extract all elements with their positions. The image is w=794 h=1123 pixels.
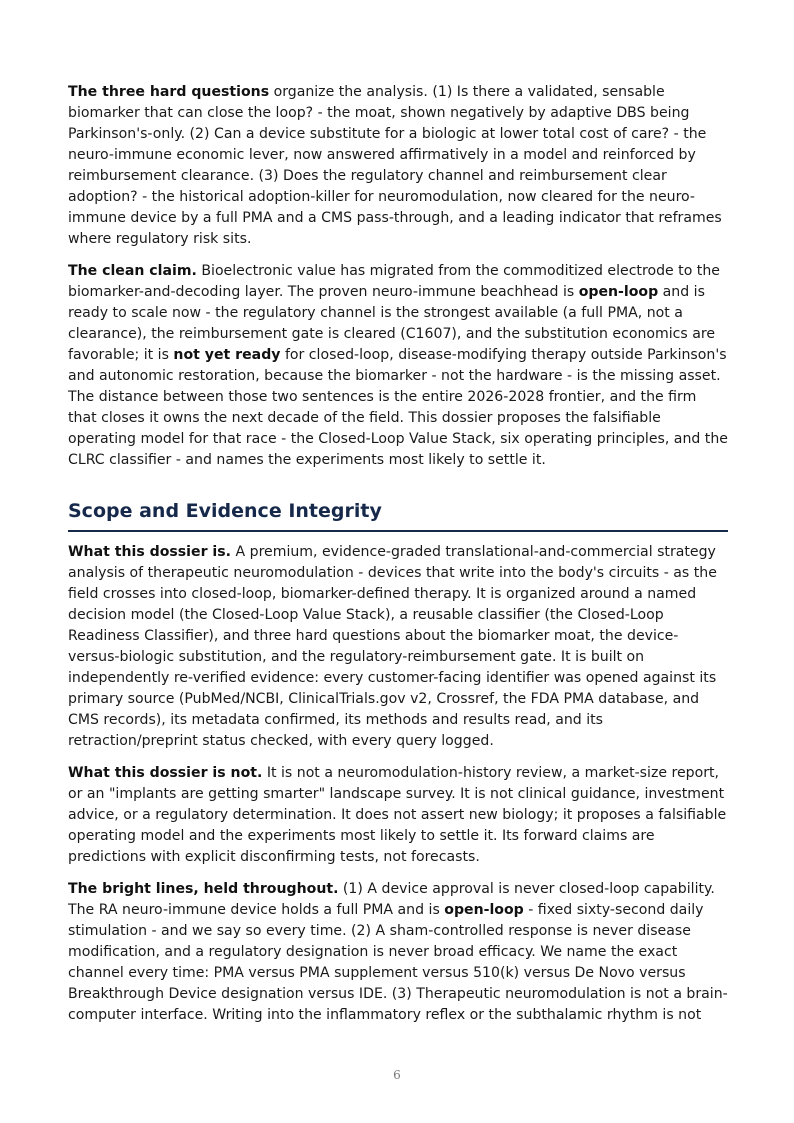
paragraph-text: (1) A device approval is never closed-loop capability. The RA neuro-immune device holds a full PMA and is: [68, 881, 715, 918]
paragraph-text: - fixed sixty-second daily stimulation - and we say so every time. (2) A sham-controlled response is never disease modification, and a regulatory designation is never broad efficacy. We name the exact channel every time: PMA versus PMA supplement versus 510(k) versus De Novo versus Breakthrough Device designation versus IDE. (3) Therapeutic neuromodulation is not a brain-computer interface. Writing into the inflammatory reflex or the subthalamic rhythm is not: [68, 902, 728, 1023]
paragraph-bright-lines: [68, 879, 728, 1026]
paragraph-clean-claim: [68, 261, 728, 471]
emphasis-open-loop: open-loop: [444, 902, 524, 918]
page-number: 6: [393, 1068, 401, 1082]
paragraph-text: Bioelectronic value has migrated from the commoditized electrode to the biomarker-and-decoding layer. The proven neuro-immune beachhead is: [68, 263, 720, 300]
paragraph-lead: What this dossier is.: [68, 544, 232, 560]
paragraph-three-hard-questions: [68, 82, 728, 250]
emphasis-open-loop: open-loop: [578, 284, 659, 300]
paragraph-what-dossier-is-not: [68, 763, 728, 868]
paragraph-text: It is not a neuromodulation-history review, a market-size report, or an "implants are getting smarter" landscape survey. It is not clinical guidance, investment advice, or a regulatory determination. It does not assert new biology; it proposes a falsifiable operating model and the experiments most likely to settle it. Its forward claims are predictions with explicit disconfirming tests, not forecasts.: [68, 765, 727, 865]
page-body: [68, 82, 728, 1037]
emphasis-not-yet-ready: not yet ready: [173, 347, 281, 363]
paragraph-text: A premium, evidence-graded translational-and-commercial strategy analysis of therapeutic neuromodulation - devices that write into the body's circuits - as the field crosses into closed-loop, biomarker-defined therapy. It is organized around a named decision model (the Closed-Loop Value Stack), a reusable classifier (the Closed-Loop Readiness Classifier), and three hard questions about the biomarker moat, the device-versus-biologic substitution, and the regulatory-reimbursement gate. It is built on independently re-verified evidence: every customer-facing identifier was opened against its primary source (PubMed/NCBI, ClinicalTrials.gov v2, Crossref, the FDA PMA database, and CMS records), its metadata confirmed, its methods and results read, and its retraction/preprint status checked, with every query logged.: [68, 544, 717, 749]
paragraph-lead: What this dossier is not.: [68, 765, 263, 781]
paragraph-what-dossier-is: [68, 542, 728, 752]
paragraph-text: for closed-loop, disease-modifying therapy outside Parkinson's and autonomic restoration, because the biomarker - not the hardware - is the missing asset. The distance between those two sentences is the entire 2026-2028 frontier, and the firm that closes it owns the next decade of the field. This dossier proposes the falsifiable operating model for that race - the Closed-Loop Value Stack, six operating principles, and the CLRC classifier - and names the experiments most likely to settle it.: [68, 347, 728, 468]
paragraph-lead: The clean claim.: [68, 263, 197, 279]
paragraph-lead: The three hard questions: [68, 84, 270, 100]
section-heading-scope: Scope and Evidence Integrity: [68, 497, 728, 532]
paragraph-text: and is ready to scale now - the regulatory channel is the strongest available (a full PMA, not a clearance), the reimbursement gate is cleared (C1607), and the substitution economics are favorable; it is: [68, 284, 716, 363]
paragraph-text: organize the analysis. (1) Is there a validated, sensable biomarker that can close the loop? - the moat, shown negatively by adaptive DBS being Parkinson's-only. (2) Can a device substitute for a biologic at lower total cost of care? - the neuro-immune economic lever, now answered affirmatively in a model and reinforced by reimbursement clearance. (3) Does the regulatory channel and reimbursement clear adoption? - the historical adoption-killer for neuromodulation, now cleared for the neuro-immune device by a full PMA and a CMS pass-through, and a leading indicator that reframes where regulatory risk sits.: [68, 84, 722, 247]
paragraph-lead: The bright lines, held throughout.: [68, 881, 339, 897]
